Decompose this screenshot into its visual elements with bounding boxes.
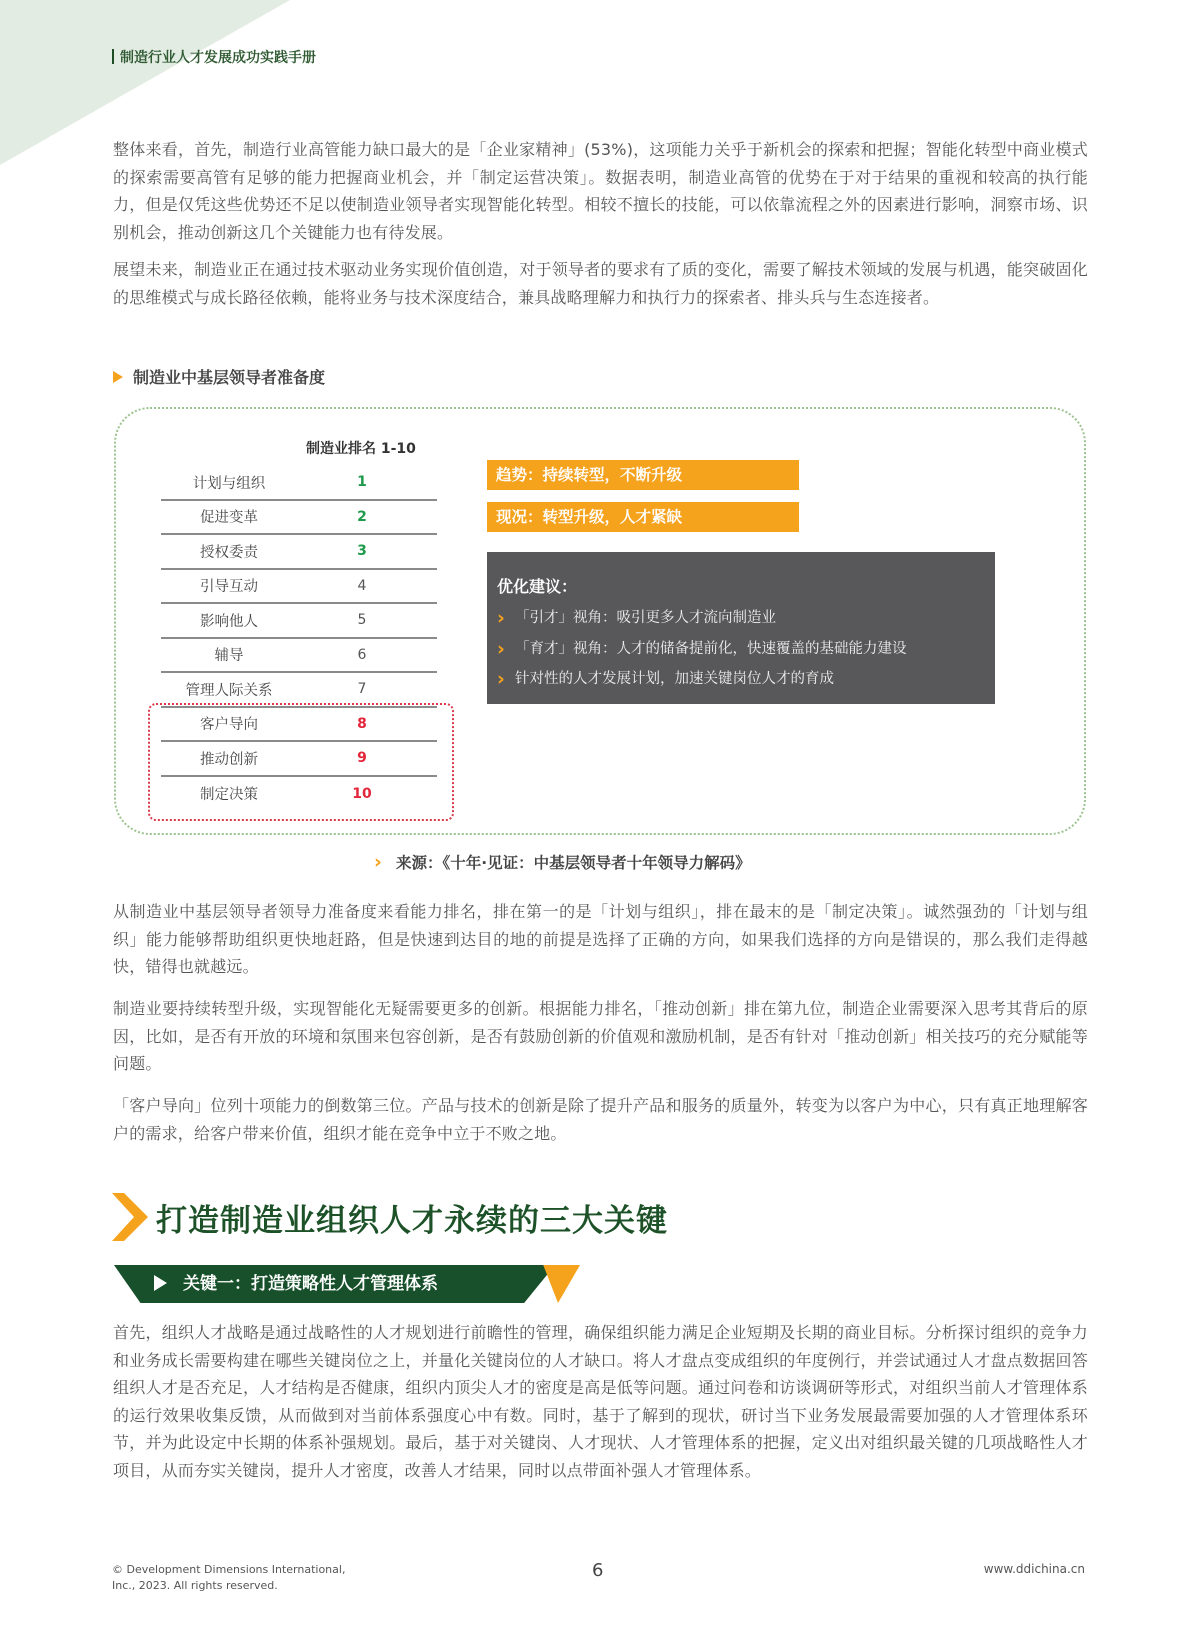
bottom-three-highlight (148, 703, 454, 821)
table-row: 客户导向 8 (161, 708, 437, 743)
paragraph-3: 从制造业中基层领导者领导力准备度来看能力排名，排在第一的是「计划与组织」，排在最末的是「制定决策」。诚然强劲的「计划与组织」能力能够帮助组织更快地赶路，但是快速到达目的地的前提是选择了正确的方向，如果我们选择的方向是错误的，那么我们走得越快，错得也就越远。 (113, 902, 1088, 976)
chevron-right-icon: › (497, 637, 505, 660)
table-row: 促进变革 2 (161, 501, 437, 536)
footer-website: www.ddichina.cn (983, 1562, 1085, 1576)
key-one-banner (114, 1265, 580, 1303)
paragraph-6: 首先，组织人才战略是通过战略性的人才规划进行前瞻性的管理，确保组织能力满足企业短期及长期的商业目标。分析探讨组织的竞争力和业务成长需要构建在哪些关键岗位之上，并量化关键岗位的人才缺口。将人才盘点变成组织的年度例行，并尝试通过人才盘点数据回答组织人才是否充足，人才结构是否健康，组织内顶尖人才的密度是高是低等问题。通过问卷和访谈调研等形式，对组织当前人才管理体系的运行效果收集反馈，从而做到对当前体系强度心中有数。同时，基于了解到的现状，研讨当下业务发展最需要加强的人才管理体系环节，并为此设定中长期的体系补强规划。最后，基于对关键岗、人才现状、人才管理体系的把握，定义出对组织最关键的几项战略性人才项目，从而夯实关键岗，提升人才密度，改善人才结果，同时以点带面补强人才管理体系。 (113, 1323, 1088, 1480)
triangle-bullet-icon (113, 371, 123, 383)
section-subtitle: 制造业中基层领导者准备度 (113, 365, 325, 388)
chevron-right-icon: › (374, 851, 382, 873)
advice-box (487, 552, 995, 704)
trend-callout: 趋势：持续转型，不断升级 (487, 460, 799, 490)
header-bar (112, 49, 114, 64)
table-row: 授权委责 3 (161, 535, 437, 570)
table-row: 影响他人 5 (161, 604, 437, 639)
advice-item: › 针对性的人才发展计划，加速关键岗位人才的育成 (497, 664, 995, 695)
key-one-label: 关键一：打造策略性人才管理体系 (154, 1265, 438, 1303)
advice-item: › 「引才」视角：吸引更多人才流向制造业 (497, 603, 995, 634)
table-row: 辅导 6 (161, 639, 437, 674)
banner-orange-accent (540, 1265, 580, 1303)
status-callout: 现况：转型升级，人才紧缺 (487, 502, 799, 532)
table-row: 引导互动 4 (161, 570, 437, 605)
paragraph-2: 展望未来，制造业正在通过技术驱动业务实现价值创造，对于领导者的要求有了质的变化，需要了解技术领域的发展与机遇，能突破固化的思维模式与成长路径依赖，能将业务与技术深度结合，兼具战略理解力和执行力的探索者、排头兵与生态连接者。 (113, 260, 1088, 307)
table-row: 计划与组织 1 (161, 466, 437, 501)
table-row: 管理人际关系 7 (161, 673, 437, 708)
paragraph-1: 整体来看，首先，制造行业高管能力缺口最大的是「企业家精神」(53%)，这项能力关乎于新机会的探索和把握；智能化转型中商业模式的探索需要高管有足够的能力把握商业机会，并「制定运营决策」。数据表明，制造业高管的优势在于对于结果的重视和较高的执行能力，但是仅凭这些优势还不足以使制造业领导者实现智能化转型。相较不擅长的技能，可以依靠流程之外的因素进行影响，洞察市场、识别机会，推动创新这几个关键能力也有待发展。 (113, 140, 1088, 242)
running-title: 制造行业人才发展成功实践手册 (120, 50, 316, 66)
page-number: 6 (592, 1560, 604, 1581)
table-row: 制定决策 10 (200, 785, 372, 804)
main-heading: 打造制造业组织人才永续的三大关键 (112, 1193, 668, 1241)
ranking-title: 制造业排名 1-10 (306, 441, 416, 457)
paragraph-5: 「客户导向」位列十项能力的倒数第三位。产品与技术的创新是除了提升产品和服务的质量外，转变为以客户为中心，只有真正地理解客户的需求，给客户带来价值，组织才能在竞争中立于不败之地。 (113, 1096, 1088, 1143)
play-triangle-icon (154, 1275, 167, 1291)
footer-copyright: © Development Dimensions International, Inc., 2023. All rights reserved. (112, 1563, 346, 1592)
chevron-right-icon: › (497, 668, 505, 690)
advice-item: › 「育才」视角：人才的储备提前化，快速覆盖的基础能力建设 (497, 634, 995, 665)
table-row: 推动创新 9 (161, 742, 437, 777)
source-citation: › 来源：《十年·见证：中基层领导者十年领导力解码》 (374, 851, 751, 873)
paragraph-4: 制造业要持续转型升级，实现智能化无疑需要更多的创新。根据能力排名，「推动创新」排在第九位，制造企业需要深入思考其背后的原因，比如，是否有开放的环境和氛围来包容创新，是否有鼓励创新的价值观和激励机制，是否有针对「推动创新」相关技巧的充分赋能等问题。 (113, 999, 1088, 1073)
advice-title: 优化建议： (497, 577, 578, 596)
running-header (112, 47, 316, 67)
chevron-right-icon: › (497, 607, 505, 629)
large-chevron-icon (112, 1193, 148, 1241)
